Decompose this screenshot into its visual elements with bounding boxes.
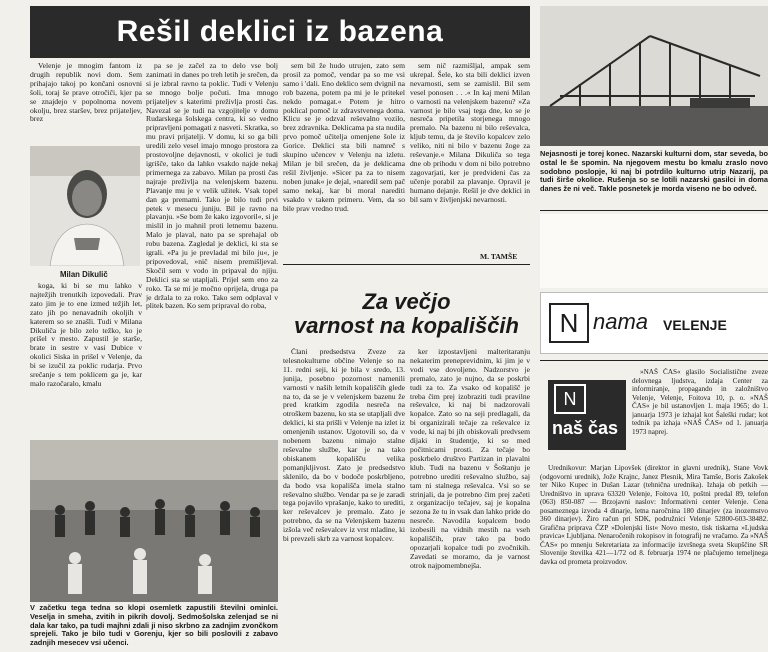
portrait-photo	[30, 146, 140, 266]
nama-logo-mark: N	[549, 303, 589, 343]
nas-cas-logo-text: naš čas	[552, 418, 619, 438]
article-separator	[283, 264, 530, 265]
subhead-line-1: Za večjo	[362, 289, 451, 314]
nama-velenje-ad	[540, 292, 768, 354]
article-column-1-top: Velenje je mnogim fantom iz drugih republik novi dom. Sem prihajajo takoj po končani osnovni šoli, toraj še prave otročiči, kjer pa se znajdejo v popolnoma novem okolju, brez staršev, brez prijateljev, brez	[30, 62, 142, 124]
article-column-4-top: sem nič razmišljal, ampak sem ukrepal. Šele, ko sta bili deklici izven nevarnosti, sem se zamislil. Bil sem vesel ponosen . . .« In kaj meni Milan o varnosti na velenjskem bazenu? »Za varnost je bilo vsaj tega dne, ko se je nesreča pripetila storjenega mnogo premalo. Na bazenu ni bilo reševalca, kljub temu, da je število kopalcev zelo veliko, niti ni bilo v bazenu žoge za reševanje.« Milana Dikuliča so tega dne ob prihodu v dom ni bilo potrebno zagovarjati, ker je predvideni čas za učenje porabil za plavanje. Opravil je humano dejanje. Rešil je dve deklici in bil sam v življenjski nevarnosti.	[410, 62, 530, 204]
demolition-image	[540, 6, 768, 146]
second-article-column-2: ker izpostavljeni malteritaranju nekaterim preneprevidnim, ki jim je v vodi vse dovoljeno. Nadzorstvo je premalo, zato je nujno, da se poskrbi tudi za to. Za vsako od kopališč je treba čim prej izobraziti tudi pravilne reševalce, ki naj bi nadzorovali kopalce. Zato so na seji predlagali, da bi organizirali tečaje za reševalce iz vode, ki naj bi jih obiskovali predvsem dijaki in študentje, ki so med počitnicami prosti. Za tečaje bo poskrbelo društvo Partizan in plavalni klub. Tudi na bazenu v Šoštanju je potrebno urediti reševalno službo, saj tam ni stalnega reševalca. Vsi so se strinjali, da je potrebno čim prej začeti z organizacijo tečajev, saj je kopalna sezona že tu in vsak dan lahko pride do nesreče. Navodila kopalcem bodo izobesili na vidnih mestih na vseh kopališčih, prav tako pa bodo opozarjali kopalce tudi po zvočnikih. Zavedati se moramo, da je varnost otrok najpomembnejša.	[410, 348, 530, 570]
author-signature: M. TAMŠE	[480, 252, 518, 261]
second-article-column-1: Člani predsedstva Zveze za telesnokulturne občine Velenje so na 11. redni seji, ki je bila v sredo, 13. junija, posebno pozornost namenili varnosti v naših letnih kopališčih glede na to, da se je v velenjskem bazenu že pred kratkim zgodila nesreča na otroškem bazenu, ko sta se utapljali dve deklici, ki sta prišli v Velenje na izlet iz omenjenih ustanov. Ugotovili so, da v nobenem bazenu nimajo stalne reševalne službe, kar je na tako obiskanem kopališču velika pomanjkljivost. Zato je predsedstvo sklenilo, da bo v bodoče poskrbljeno, da bodo vsa kopališča imela stalno reševalno službo. Vendar pa se je zaradi tega pojavilo vprašanje, kako to urediti, ker reševalcev je premalo. Zato je potrebno, da se na Velenjskem bazenu izšola več reševalcev iz vrst mladine, ki bi prevzeli skrb za varnost kopalcev.	[283, 348, 405, 544]
students-photo-caption: V začetku tega tedna so klopi osemletk zapustili številni ominlci. Veselja in smeha, zvitih in pikrih dovolj. Sedmošolska zelenjad se ni dala kar tako, pa tudi majhni zdali ji niso skrbno za zadnjim zvončkom sprejeli. Tako je bilo tudi v Gorenju, kjer so bili poslovili z zabavo zadnjih mesecev vsi učenci.	[30, 604, 278, 648]
nas-cas-logo-mark: N	[554, 384, 586, 414]
article-column-3-top: sem bil že hudo utrujen, zato sem prosil za pomoč, vendar pa so me vsi samo i 'dali. Eno deklico sem dvignil na rob bazena, potem pa mi je le pritekel nekdo pomagat.« Potem je hitro poklical pomoč iz zdravstvenega doma. Klicu se je odzval reševalno vozilo, brez zdravnika. Deklicama pa sta nudila prvo pomoč učitelja omenjene šole iz Gorice. Deklici sta bili namreč s skupino učencev v Velenju na izletu. Milan je bil srečen, da je deklicama rešil življenje. »Sicer pa za to nisem noben junak« je dejal, »naredil sem pač samo nekaj, kar bi moral narediti vsakdo v takem primeru. Vem, da so bile prav vredno trud.	[283, 62, 405, 213]
advert-space	[540, 214, 768, 288]
article-column-1-bottom: koga, ki bi se mu lahko v najtežjih trenutkih izpovedali. Prav zato jim je to ene izmed težjih let, zato jih po nenavadnih okoljih v katerem so se znašli. Tudi v Milana Dikuliča je bilo zelo težko, ko je prišel v mesto. Zapustil je starše, brate in sestre v vasi Dubice v okolici Siska in prišel v Velenje, da bi se izučil za poklic rudarja. Prvo srečanje s tem poklicem ga je, kar malo razočaralo, kmalu	[30, 282, 142, 388]
subhead-line-2: varnost na kopališčih	[294, 313, 519, 338]
students-photo	[30, 440, 278, 602]
right-column-separator	[540, 210, 768, 211]
masthead-description: »NAŠ ČAS« glasilo Socialistične zveze delovnega ljudstva, izdaja Center za informiranje, propagando in založništvo Velenje, Velenje, Foitova 10, p. o. »NAŠ ČAS« je bil ustanovljen 1. maja 1965; do 1. januarja 1973 je izhajal kot Šaleški rudar; kot tednik pa izhaja »NAŠ ČAS« od 1. januarja 1973 naprej.	[632, 368, 768, 436]
article-column-2: pa se je začel za to delo vse bolj zanimati in danes po treh letih je srečen, da si je izbral ravno ta poklic. Tudi v Velenju se mnogo bolje počuti. Ima mnogo prijateljev s katerimi preživlja prosti čas. Navezal se je tudi na vzgojitelje v domu Rudarskega šolskega centra, ki so vedno pripravljeni pomagati z nasveti. Skratka, so mu pravi prijatelji. V domu, ki so ga bili uredili zelo vesel imajo mnogo prostora za prostovoljne dejavnosti, v okolici je tudi igrišče, tako da lahko vsakdo najde nekaj primernega za zabavo. Milan pa prosti čas najraje preživlja na velenjskem bazenu. Plavanje mu je v velik užitek. Vsak topel dan ga premami. Tako je bilo tudi prvi petek v mesecu juniju. Bil je ravno na plavanju. »Se bom že kako izgovoril«, si je mislil in jo mahnil proti letnemu bazenu. Malo je plaval, nato pa se sprehajal ob robu bazena. Zagledal je deklici, ki sta se igrali. »Pa ju je prevladal mi bilo ju«, je pripovedoval, »nič nisem premišljeval. Skočil sem v vodo in pripaval do njiju. Deklici sta se utapljali. Prijel sem eno za roko. Ta se mi je močno oprijela, druga pa je držala to za roko. Tako sem odplaval v plitek bazen. Ko sem pripraval do roba,	[146, 62, 278, 311]
imprint-text: Urednikovur: Marjan Lipovšek (direktor in glavni urednik), Stane Vovk (odgovorni urednik), Jože Krajnc, Janez Plesnik, Mira Tamše, Boris Zakošek ter Niko Kupec in Dušan Lazar (tehnična urednika). Izhaja ob petkih — Uredništvo in uprava 63320 Velenje, Foitova 10, poštni predal 89, telefon (063) 850-087 — Brzojavni naslov: Informativni center Velenje. Cena posameznega izvoda 4 dinarje, letna naročnina 180 dinarjev (za inozemstvo 360 dinarjev). Žiro račun pri SDK, podružnici Velenje 52800-603-38482. Grafična priprava ČZP »Dolenjski list« Novo mesto, tisk tiskarna »Ljudska pravica« Ljubljana. Nenaročenih rokopisov in fotografij ne vračamo. Za »NAŠ ČAS« po mnenju Sekretariata za informacije izvršnega sveta Skupščine SR Slovenije številka 421—1/72 od 8. februarja 1974 ne plačujemo temeljnega davka od prometa proizvodov.	[540, 464, 768, 566]
nas-cas-logo	[548, 380, 626, 450]
masthead-separator	[540, 360, 768, 361]
portrait-caption: Milan Dikulič	[60, 270, 108, 279]
nama-logo-text: nama	[593, 309, 649, 334]
portrait-image	[30, 146, 140, 266]
velenje-logo-text: VELENJE	[663, 317, 727, 333]
article-headline: Rešil deklici iz bazena	[30, 6, 530, 58]
students-image	[30, 440, 278, 602]
demolition-photo	[540, 6, 768, 146]
second-article-headline	[283, 290, 530, 338]
demolition-photo-caption: Nejasnosti je torej konec. Nazarski kulturni dom, star seveda, bo ostal le še spomin. Na njegovem mestu bo kmalu zraslo novo sodobno poslopje, ki naj bi potrdilo kulturno utrip Nazarij, pa tudi širše okolice. Rušenja so se lotili nazarski gasilci in doma danes že ni več. Takle posnetek je morda viseno ne bo odveč.	[540, 150, 768, 194]
